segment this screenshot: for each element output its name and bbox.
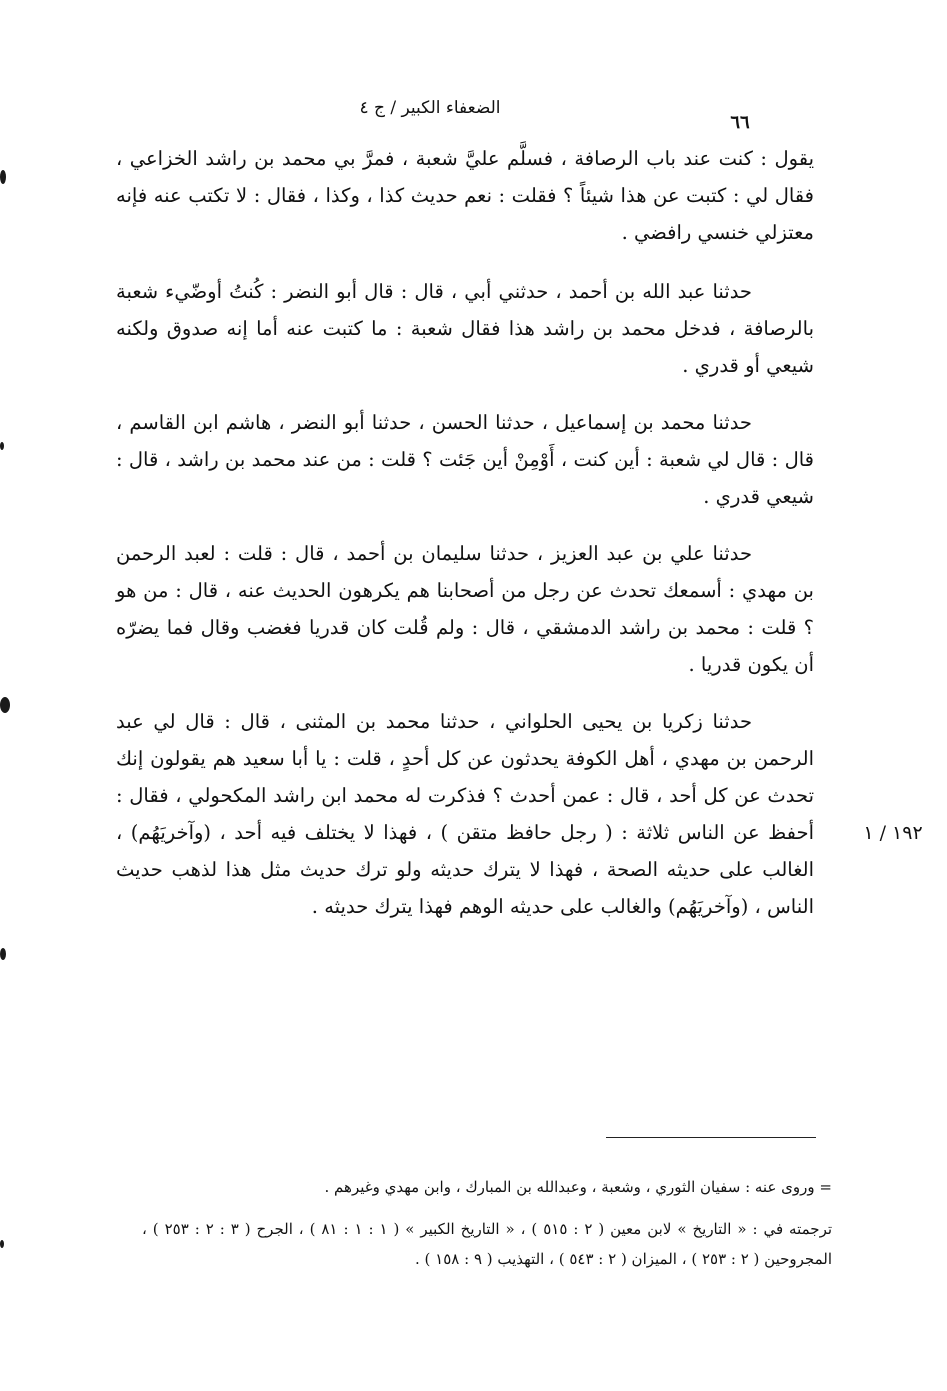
footnote: ترجمته في : « التاريخ » لابن معين ( ٢ : ٥١٥ ) ، « التاريخ الكبير » ( ١ : ١ : ٨١ ) ، الجرح ( ٣ : ٢ : ٢٥٣ ) ، المجروحين ( ٢ : ٢٥٣ ) ، الميزان ( ٢ : ٥٤٣ ) ، التهذيب ( ٩ : ١٥٨ ) .	[142, 1220, 833, 1268]
manuscript-folio-note: ١٩٢ / ١	[863, 822, 923, 844]
footnote: = وروى عنه : سفيان الثوري ، وشعبة ، وعبدالله بن المبارك ، وابن مهدي وغيرهم .	[324, 1178, 832, 1196]
scan-mark	[0, 1240, 4, 1248]
scan-mark	[0, 170, 6, 184]
running-header: الضعفاء الكبير / ج ٤	[359, 98, 501, 118]
scan-mark	[0, 948, 6, 960]
main-text	[116, 140, 814, 945]
page-number: ٦٦	[730, 112, 750, 133]
paragraph: يقول : كنت عند باب الرصافة ، فسلَّم عليَّ شعبة ، فمرَّ بي محمد بن راشد الخزاعي ، فقال لي : كتبت عن هذا شيئاً ؟ فقلت : نعم حديث كذا ، وكذا ، فقال : لا تكتب عنه فإنه معتزلي خنسي رافضي .	[116, 147, 814, 244]
scan-mark	[0, 442, 4, 450]
paragraph: حدثنا زكريا بن يحيى الحلواني ، حدثنا محمد بن المثنى ، قال : قال لي عبد الرحمن بن مهدي ، أهل الكوفة يحدثون عن كل أحدٍ ، قلت : يا أبا سعيد هم يقولون إنك تحدث عن كل أحد ، قال : عمن أحدث ؟ فذكرت له محمد ابن راشد المكحولي ، فقال : أحفظ عن الناس ثلاثة : ( رجل حافظ متقن ) ، فهذا لا يختلف فيه أحد ، (وآخريَهُم) ، الغالب على حديثه الصحة ، فهذا لا يترك حديثه ولو ترك حديث مثل هذا لذهب حديث الناس ، (وآخريَهُم) والغالب على حديثه الوهم فهذا يترك حديثه .	[116, 710, 814, 918]
paragraph: حدثنا عبد الله بن أحمد ، حدثني أبي ، قال : قال أبو النضر : كُنتُ أوضّيء شعبة بالرصافة ، فدخل محمد بن راشد هذا فقال شعبة : ما كتبت عنه أما إنه صدوق ولكنه شيعي أو قدري .	[116, 280, 814, 377]
paragraph: حدثنا علي بن عبد العزيز ، حدثنا سليمان بن أحمد ، قال : قلت : لعبد الرحمن بن مهدي : أسمعك تحدث عن رجل من أصحابنا هم يكرهون الحديث عنه ، قال : من هو ؟ قلت : محمد بن راشد الدمشقي ، قال : ولم قُلت كان قدريا فغضب وقال فما يضرّه أن يكون قدريا .	[116, 542, 814, 676]
scan-mark	[0, 697, 10, 713]
paragraph: حدثنا محمد بن إسماعيل ، حدثنا الحسن ، حدثنا أبو النضر ، هاشم ابن القاسم ، قال : قال لي شعبة : أين كنت ، أَوْمِنْ أين جَئت ؟ قلت : من عند محمد بن راشد ، قال : شيعي قدري .	[116, 411, 814, 508]
footnote-separator	[606, 1137, 816, 1138]
footnotes	[142, 1172, 832, 1286]
